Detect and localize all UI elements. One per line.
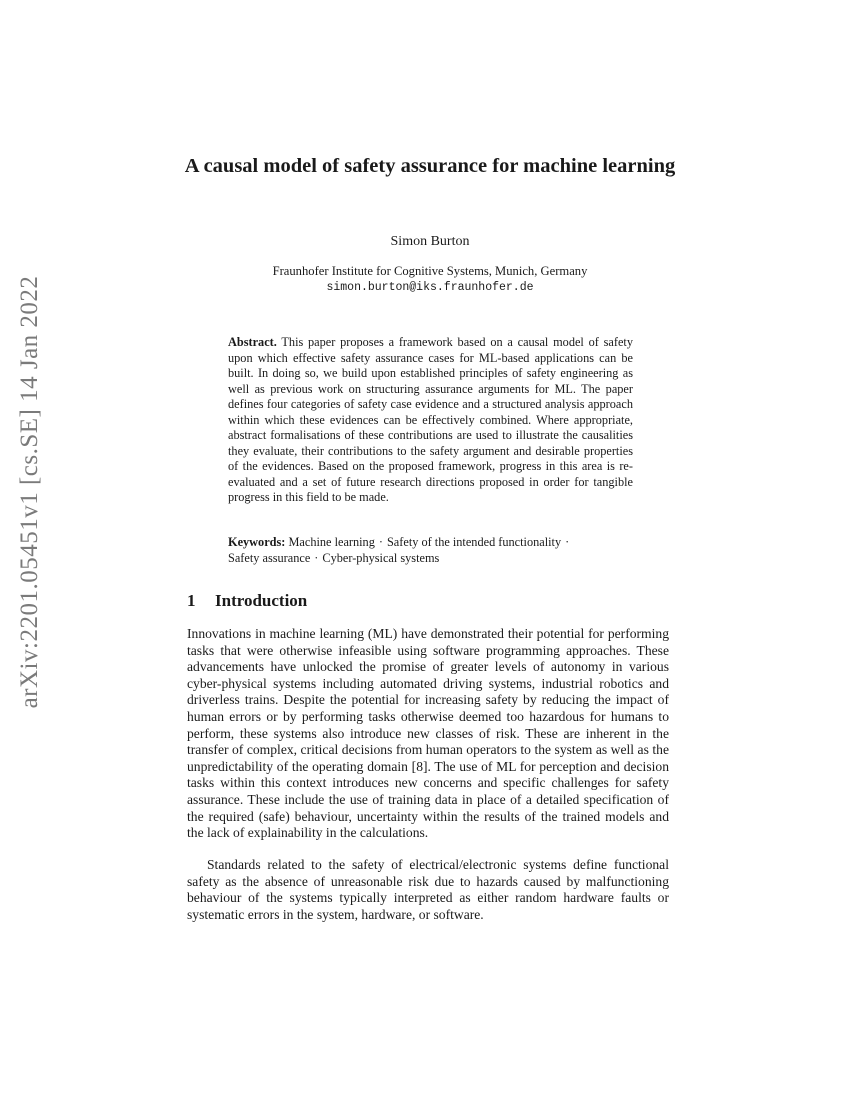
section-title: Introduction [215, 591, 308, 610]
paper-title: A causal model of safety assurance for machine learning [184, 155, 676, 177]
keyword-item: Cyber-physical systems [322, 550, 440, 565]
abstract-text: This paper proposes a framework based on a causal model of safety upon which effective safety assurance cases for ML-based applications can be built. In doing so, we build upon established principles of safety engineering as well as previous work on structuring assurance arguments for ML. The paper defines four categories of safety case evidence and a structured analysis approach within which these evidences can be effectively combined. Where appropriate, abstract formalisations of these contributions are used to illustrate the causalities they evaluate, their contributions to the safety argument and desirable properties of the evidences. Based on the proposed framework, progress in this area is re-evaluated and a set of future research directions proposed in order for tangible progress in this field to be made. [228, 335, 633, 504]
arxiv-identifier: arXiv:2201.05451v1 [cs.SE] 14 Jan 2022 [16, 275, 43, 709]
section-number: 1 [187, 591, 196, 610]
keyword-item: Machine learning [288, 535, 375, 549]
keyword-item: Safety assurance [228, 550, 311, 565]
abstract-label: Abstract. [228, 335, 277, 349]
section-heading [187, 591, 307, 611]
author-affiliation: Fraunhofer Institute for Cognitive Systems, Munich, Germany [272, 264, 588, 278]
keyword-item: Safety of the intended functionality [386, 535, 562, 549]
arxiv-identifier-margin [0, 0, 60, 1100]
author-email: simon.burton@iks.fraunhofer.de [326, 281, 534, 294]
keywords [228, 535, 633, 566]
author-name: Simon Burton [390, 234, 470, 249]
abstract [228, 335, 633, 506]
keyword-separator: · [378, 535, 383, 549]
body-paragraph: Standards related to the safety of electrical/electronic systems define functional safety as the absence of unreasonable risk due to hazards caused by malfunctioning behaviour of the systems typically interpreted as either random hardware faults or systematic errors in the system, hardware, or software. [187, 857, 669, 922]
keyword-separator: · [565, 535, 570, 549]
body-paragraph: Innovations in machine learning (ML) have demonstrated their potential for performing tasks that were otherwise infeasible using software programming approaches. These advancements have unlocked the promise of greater levels of autonomy in various cyber-physical systems including automated driving systems, industrial robotics and driverless trains. Despite the potential for increasing safety by reducing the impact of human errors or by performing tasks otherwise deemed too hazardous for humans to perform, these systems also introduce new classes of risk. These are inherent in the transfer of complex, critical decisions from human operators to the system as well as the unpredictability of the operating domain [8]. The use of ML for perception and decision tasks within this context introduces new concerns and specific challenges for safety assurance. These include the use of training data in place of a detailed specification of the required (safe) behaviour, uncertainty within the results of the trained models and the lack of explainability in the calculations. [187, 626, 669, 841]
keyword-separator: · [314, 550, 319, 565]
keywords-label: Keywords: [228, 535, 286, 549]
